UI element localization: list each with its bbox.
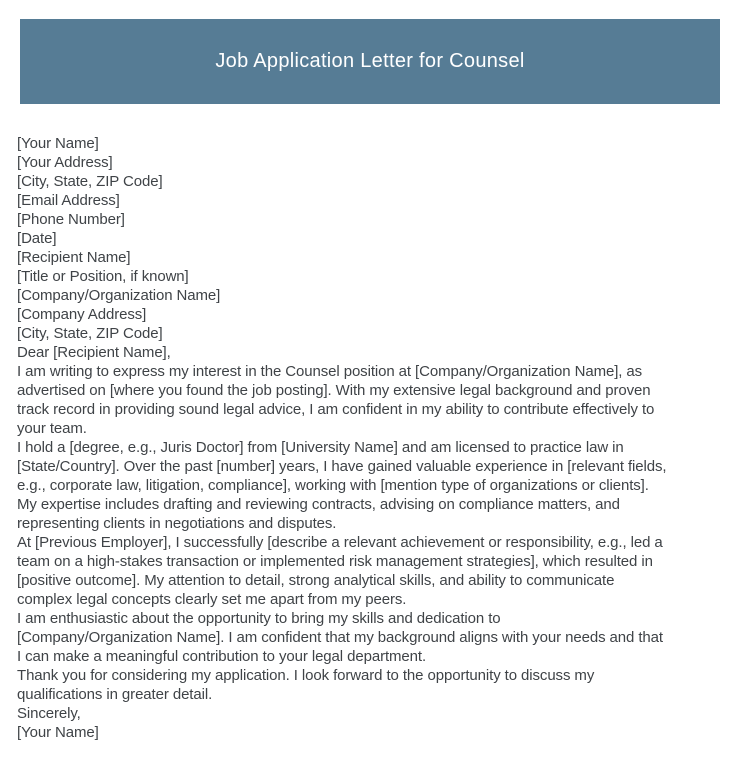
- letter-line: team on a high-stakes transaction or implemented risk management strategies], which resulted in: [17, 553, 653, 570]
- letter-line: I hold a [degree, e.g., Juris Doctor] from [University Name] and am licensed to practice law in: [17, 439, 624, 456]
- letter-line: Sincerely,: [17, 705, 81, 722]
- letter-line: [Company Address]: [17, 306, 147, 323]
- letter-line: [Date]: [17, 230, 57, 247]
- letter-line: I am enthusiastic about the opportunity to bring my skills and dedication to: [17, 610, 501, 627]
- letter-line: track record in providing sound legal advice, I am confident in my ability to contribute effectively to: [17, 401, 655, 418]
- letter-line: [Recipient Name]: [17, 249, 131, 266]
- letter-line: [Email Address]: [17, 192, 120, 209]
- letter-line: [Phone Number]: [17, 211, 125, 228]
- letter-line: I can make a meaningful contribution to your legal department.: [17, 648, 427, 665]
- letter-line: e.g., corporate law, litigation, compliance], working with [mention type of organizations or clients].: [17, 477, 649, 494]
- letter-line: your team.: [17, 420, 87, 437]
- letter-body: [17, 134, 727, 742]
- page-title: Job Application Letter for Counsel: [215, 50, 525, 72]
- letter-line: [City, State, ZIP Code]: [17, 325, 163, 342]
- letter-line: My expertise includes drafting and reviewing contracts, advising on compliance matters, and: [17, 496, 620, 513]
- letter-line: [State/Country]. Over the past [number] years, I have gained valuable experience in [relevant fields,: [17, 458, 667, 475]
- letter-line: [Company/Organization Name]. I am confident that my background aligns with your needs and that: [17, 629, 663, 646]
- letter-line: qualifications in greater detail.: [17, 686, 213, 703]
- letter-line: Thank you for considering my application. I look forward to the opportunity to discuss my: [17, 667, 595, 684]
- letter-line: [Your Name]: [17, 724, 99, 741]
- letter-line: Dear [Recipient Name],: [17, 344, 171, 361]
- letter-line: [Title or Position, if known]: [17, 268, 189, 285]
- letter-line: I am writing to express my interest in the Counsel position at [Company/Organization Name], as: [17, 363, 643, 380]
- letter-line: [positive outcome]. My attention to detail, strong analytical skills, and ability to communicate: [17, 572, 615, 589]
- header-banner: [20, 19, 720, 104]
- letter-line: advertised on [where you found the job posting]. With my extensive legal background and proven: [17, 382, 651, 399]
- letter-line: complex legal concepts clearly set me apart from my peers.: [17, 591, 407, 608]
- letter-line: [City, State, ZIP Code]: [17, 173, 163, 190]
- letter-line: [Company/Organization Name]: [17, 287, 221, 304]
- letter-line: [Your Name]: [17, 135, 99, 152]
- letter-line: At [Previous Employer], I successfully [describe a relevant achievement or responsibility, e.g., led a: [17, 534, 663, 551]
- letter-line: representing clients in negotiations and disputes.: [17, 515, 337, 532]
- letter-line: [Your Address]: [17, 154, 113, 171]
